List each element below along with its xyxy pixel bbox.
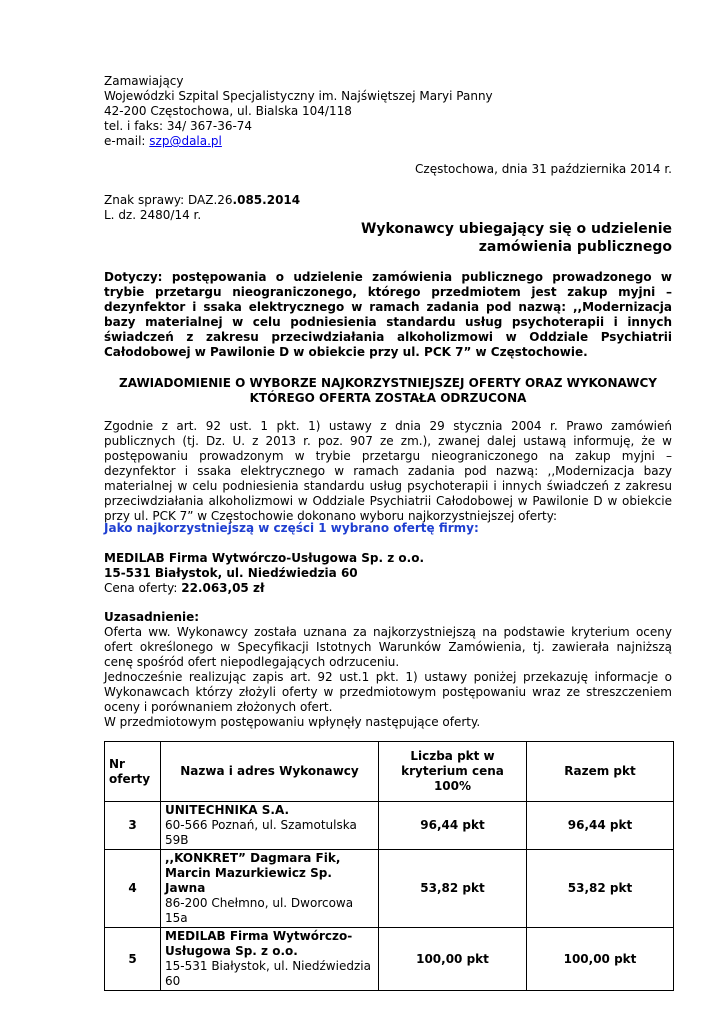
row-nr: 5 <box>105 928 161 991</box>
sender-phone: tel. i faks: 34/ 367-36-74 <box>104 119 253 133</box>
selected-heading: Jako najkorzystniejszą w części 1 wybrano ofertę firmy: <box>104 521 479 535</box>
addressee-line1: Wykonawcy ubiegający się o udzielenie <box>360 221 672 237</box>
winner-name: MEDILAB Firma Wytwórczo-Usługowa Sp. z o.o. <box>104 551 425 565</box>
notice-title-line2: KTÓREGO OFERTA ZOSTAŁA ODRZUCONA <box>249 391 527 405</box>
winner-address: 15-531 Białystok, ul. Niedźwiedzia 60 <box>104 566 358 580</box>
row-nr: 4 <box>105 850 161 928</box>
intro-paragraph: Zgodnie z art. 92 ust. 1 pkt. 1) ustawy z dnia 29 stycznia 2004 r. Prawo zamówień publicznych (tj. Dz. U. z 2013 r. poz. 907 ze zm.), zwanej dalej ustawą informuję, że w postępowaniu prowadzonym w trybie przetargu nieograniczonego na zakup myjni – dezynfektor i ssaka elektrycznego w ramach zadania pod nazwą: ,,Modernizacja bazy materialnej w celu podniesienia standardu usług psychoterapii i innych świadczeń z zakresu przeciwdziałania alkoholizmowi w Oddziale Psychiatrii Całodobowej w Pawilonie D w obiekcie przy ul. PCK 7” w Częstochowie dokonano wyboru najkorzystniejszej oferty: <box>104 419 672 523</box>
email-link[interactable]: szp@dala.pl <box>149 134 222 148</box>
row-total: 53,82 pkt <box>527 850 674 928</box>
price-value: 22.063,05 zł <box>181 581 265 595</box>
table-row <box>105 850 674 928</box>
row-score: 53,82 pkt <box>379 850 527 928</box>
header-total: Razem pkt <box>527 742 674 802</box>
justification-title: Uzasadnienie: <box>104 610 200 624</box>
journal-number: L. dz. 2480/14 r. <box>104 208 202 222</box>
sender-address: 42-200 Częstochowa, ul. Bialska 104/118 <box>104 104 352 118</box>
case-block <box>104 193 672 223</box>
row-name: ,,KONKRET” Dagmara Fik, Marcin Mazurkiewicz Sp. Jawna <box>165 851 341 895</box>
header-score: Liczba pkt w kryterium cena 100% <box>379 742 527 802</box>
sender-block <box>104 74 672 149</box>
table-row <box>105 928 674 991</box>
email-label: e-mail: <box>104 134 150 148</box>
header-name: Nazwa i adres Wykonawcy <box>161 742 379 802</box>
price-label: Cena oferty: <box>104 581 182 595</box>
addressee <box>104 220 672 256</box>
justification <box>104 610 672 730</box>
sender-email-line <box>104 134 672 149</box>
date-line: Częstochowa, dnia 31 października 2014 r. <box>415 162 672 176</box>
case-number-bold: .085.2014 <box>232 193 301 207</box>
row-contractor <box>161 802 379 850</box>
notice-title-line1: ZAWIADOMIENIE O WYBORZE NAJKORZYSTNIEJSZEJ OFERTY ORAZ WYKONAWCY <box>119 376 657 390</box>
row-total: 100,00 pkt <box>527 928 674 991</box>
case-number-prefix: Znak sprawy: DAZ.26 <box>104 193 233 207</box>
row-address: 15-531 Białystok, ul. Niedźwiedzia 60 <box>165 959 371 988</box>
sender-role: Zamawiający <box>104 74 184 88</box>
row-name: UNITECHNIKA S.A. <box>165 803 290 817</box>
row-score: 100,00 pkt <box>379 928 527 991</box>
justification-p2: Jednocześnie realizując zapis art. 92 ust.1 pkt. 1) ustawy poniżej przekazuję informacje o Wykonawcach którzy złożyli oferty w przedmiotowym postępowaniu wraz ze streszczeniem oceny i porównaniem złożonych ofert. <box>104 670 672 714</box>
row-nr: 3 <box>105 802 161 850</box>
header-nr: Nr oferty <box>105 742 161 802</box>
row-total: 96,44 pkt <box>527 802 674 850</box>
row-contractor <box>161 850 379 928</box>
table-row <box>105 802 674 850</box>
row-name: MEDILAB Firma Wytwórczo-Usługowa Sp. z o.o. <box>165 929 353 958</box>
table-header-row <box>105 742 674 802</box>
justification-p3: W przedmiotowym postępowaniu wpłynęły następujące oferty. <box>104 715 481 729</box>
offers-table <box>104 741 674 991</box>
justification-p1: Oferta ww. Wykonawcy została uznana za najkorzystniejszą na podstawie kryterium oceny ofert określonego w Specyfikacji Istotnych Warunków Zamówienia, tj. zawierała najniższą cenę spośród ofert niepodlegających odrzuceniu. <box>104 625 672 669</box>
winner-price <box>104 581 672 596</box>
addressee-line2: zamówienia publicznego <box>478 239 672 255</box>
winner-block <box>104 551 672 596</box>
case-number <box>104 193 672 208</box>
row-contractor <box>161 928 379 991</box>
subject: Dotyczy: postępowania o udzielenie zamówienia publicznego prowadzonego w trybie przetargu nieograniczonego, którego przedmiotem jest zakup myjni – dezynfektor i ssaka elektrycznego w ramach zadania pod nazwą: ,,Modernizacja bazy materialnej w celu podniesienia standardu usług psychoterapii i innych świadczeń z zakresu przeciwdziałania alkoholizmowi w Oddziale Psychiatrii Całodobowej w Pawilonie D w obiekcie przy ul. PCK 7” w Częstochowie. <box>104 270 672 359</box>
row-score: 96,44 pkt <box>379 802 527 850</box>
row-address: 86-200 Chełmno, ul. Dworcowa 15a <box>165 896 354 925</box>
sender-name: Wojewódzki Szpital Specjalistyczny im. Najświętszej Maryi Panny <box>104 89 493 103</box>
notice-title <box>104 376 672 406</box>
row-address: 60-566 Poznań, ul. Szamotulska 59B <box>165 818 357 847</box>
